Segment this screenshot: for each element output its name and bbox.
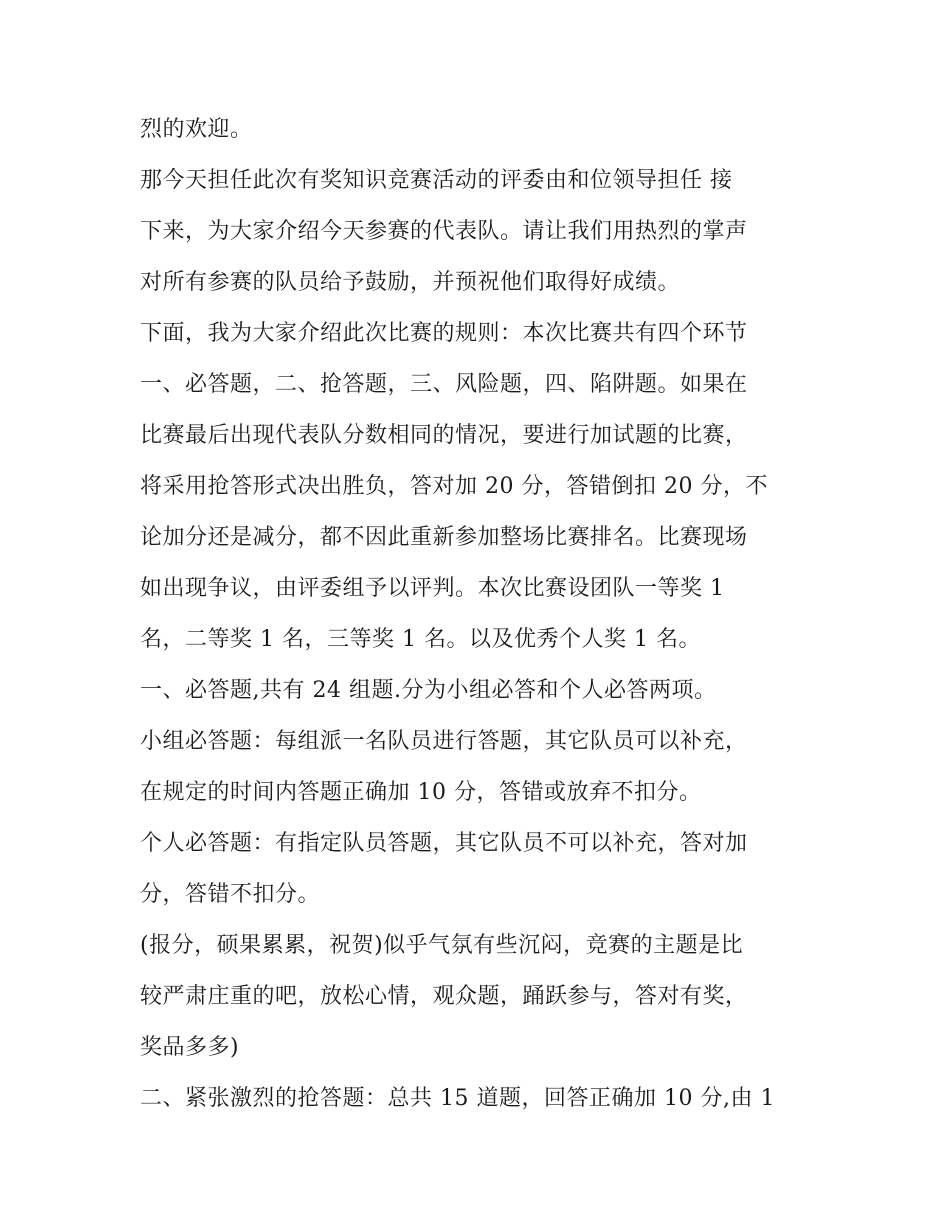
text-line: 小组必答题：每组派一名队员进行答题，其它队员可以补充， [140,729,748,754]
text-line: 如出现争议，由评委组予以评判。本次比赛设团队一等奖 1 [140,576,725,601]
text-line: 比赛最后出现代表队分数相同的情况，要进行加试题的比赛， [140,423,748,448]
text-line: 较严肃庄重的吧，放松心情，观众题，踊跃参与，答对有奖， [140,984,748,1009]
text-line: 二、紧张激烈的抢答题：总共 15 道题，回答正确加 10 分,由 1 [140,1086,775,1111]
text-line: 下来，为大家介绍今天参赛的代表队。请让我们用热烈的掌声 [140,219,748,244]
text-line: (报分，硕果累累，祝贺)似乎气氛有些沉闷，竞赛的主题是比 [140,933,744,958]
text-line: 分，答错不扣分。 [140,882,321,907]
text-line: 一、必答题，二、抢答题，三、风险题，四、陷阱题。如果在 [140,372,748,397]
text-line: 名，二等奖 1 名，三等奖 1 名。以及优秀个人奖 1 名。 [140,627,701,652]
text-line: 烈的欢迎。 [140,117,253,142]
text-line: 奖品多多) [140,1035,240,1060]
text-line: 论加分还是减分，都不因此重新参加整场比赛排名。比赛现场 [140,525,748,550]
text-line: 那今天担任此次有奖知识竞赛活动的评委由和位领导担任 接 [140,168,733,193]
text-line: 下面，我为大家介绍此次比赛的规则：本次比赛共有四个环节 [140,321,748,346]
text-line: 一、必答题,共有 24 组题.分为小组必答和个人必答两项。 [140,678,717,703]
text-line: 在规定的时间内答题正确加 10 分，答错或放弃不扣分。 [140,780,702,805]
text-line: 将采用抢答形式决出胜负，答对加 20 分，答错倒扣 20 分，不 [140,474,768,499]
text-line: 个人必答题：有指定队员答题，其它队员不可以补充，答对加 [140,831,748,856]
text-line: 对所有参赛的队员给予鼓励，并预祝他们取得好成绩。 [140,270,681,295]
